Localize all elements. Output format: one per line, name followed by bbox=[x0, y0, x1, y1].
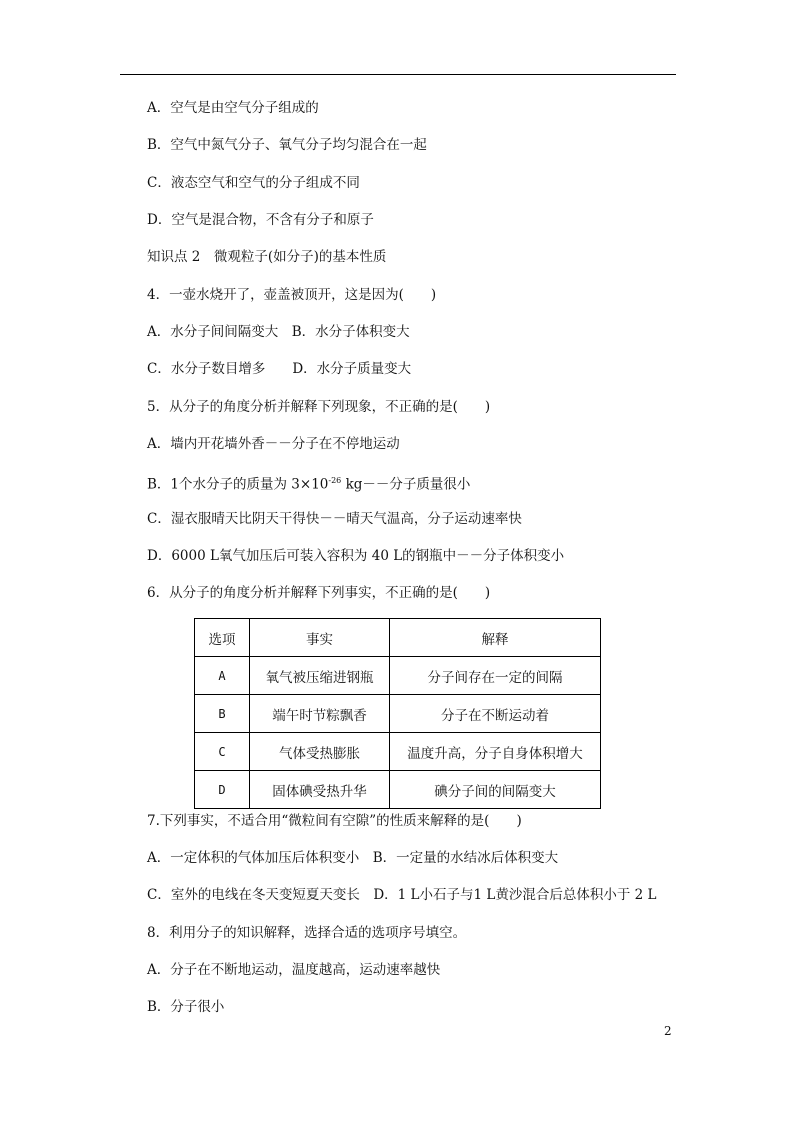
table-row bbox=[195, 733, 601, 771]
option-3a: A．空气是由空气分子组成的 bbox=[147, 100, 319, 116]
options-7ab: A．一定体积的气体加压后体积变小 B．一定量的水结冰后体积变大 bbox=[147, 850, 559, 866]
table-row bbox=[195, 771, 601, 809]
option-3b: B．空气中氮气分子、氧气分子均匀混合在一起 bbox=[147, 137, 427, 153]
option-5a: A．墙内开花墙外香－－分子在不停地运动 bbox=[147, 436, 400, 452]
cell-option: B bbox=[195, 695, 250, 733]
question-8: 8．利用分子的知识解释，选择合适的选项序号填空。 bbox=[147, 925, 467, 941]
cell-explanation: 碘分子间的间隔变大 bbox=[390, 771, 601, 809]
header-rule bbox=[120, 74, 676, 75]
table-header-row bbox=[195, 619, 601, 657]
cell-option: C bbox=[195, 733, 250, 771]
table-row bbox=[195, 657, 601, 695]
options-4cd: C．水分子数目增多 D．水分子质量变大 bbox=[147, 361, 412, 377]
header-fact: 事实 bbox=[250, 619, 390, 657]
option-8a: A．分子在不断地运动，温度越高，运动速率越快 bbox=[147, 962, 441, 978]
cell-option: D bbox=[195, 771, 250, 809]
option-5b bbox=[147, 472, 470, 494]
cell-option: A bbox=[195, 657, 250, 695]
question-5: 5．从分子的角度分析并解释下列现象，不正确的是( ) bbox=[147, 399, 491, 415]
option-8b: B．分子很小 bbox=[147, 999, 225, 1015]
header-explanation: 解释 bbox=[390, 619, 601, 657]
exponent: -26 bbox=[328, 476, 342, 485]
cell-explanation: 分子间存在一定的间隔 bbox=[390, 657, 601, 695]
facts-table bbox=[194, 618, 601, 809]
option-3d: D．空气是混合物，不含有分子和原子 bbox=[147, 212, 374, 228]
cell-explanation: 温度升高，分子自身体积增大 bbox=[390, 733, 601, 771]
cell-fact: 气体受热膨胀 bbox=[250, 733, 390, 771]
cell-fact: 氧气被压缩进钢瓶 bbox=[250, 657, 390, 695]
section-heading: 知识点 2 微观粒子(如分子)的基本性质 bbox=[147, 249, 387, 265]
header-option: 选项 bbox=[195, 619, 250, 657]
option-5c: C．湿衣服晴天比阴天干得快－－晴天气温高，分子运动速率快 bbox=[147, 511, 522, 527]
page-number: 2 bbox=[664, 1024, 672, 1038]
options-4ab: A．水分子间间隔变大 B．水分子体积变大 bbox=[147, 324, 410, 340]
options-7cd: C．室外的电线在冬天变短夏天变长 D．1 L小石子与1 L黄沙混合后总体积小于 2 L bbox=[147, 887, 657, 903]
option-5b-text: B．1个水分子的质量为 3×10 bbox=[147, 476, 329, 493]
question-4: 4．一壶水烧开了，壶盖被顶开，这是因为( ) bbox=[147, 287, 437, 303]
question-6: 6．从分子的角度分析并解释下列事实，不正确的是( ) bbox=[147, 585, 491, 601]
cell-explanation: 分子在不断运动着 bbox=[390, 695, 601, 733]
cell-fact: 端午时节粽飘香 bbox=[250, 695, 390, 733]
table-row bbox=[195, 695, 601, 733]
option-5d: D．6000 L氧气加压后可装入容积为 40 L的钢瓶中－－分子体积变小 bbox=[147, 548, 565, 564]
option-5b-text-end: kg－－分子质量很小 bbox=[341, 476, 471, 493]
option-3c: C．液态空气和空气的分子组成不同 bbox=[147, 175, 360, 191]
question-7: 7.下列事实，不适合用“微粒间有空隙”的性质来解释的是( ) bbox=[147, 813, 522, 829]
cell-fact: 固体碘受热升华 bbox=[250, 771, 390, 809]
